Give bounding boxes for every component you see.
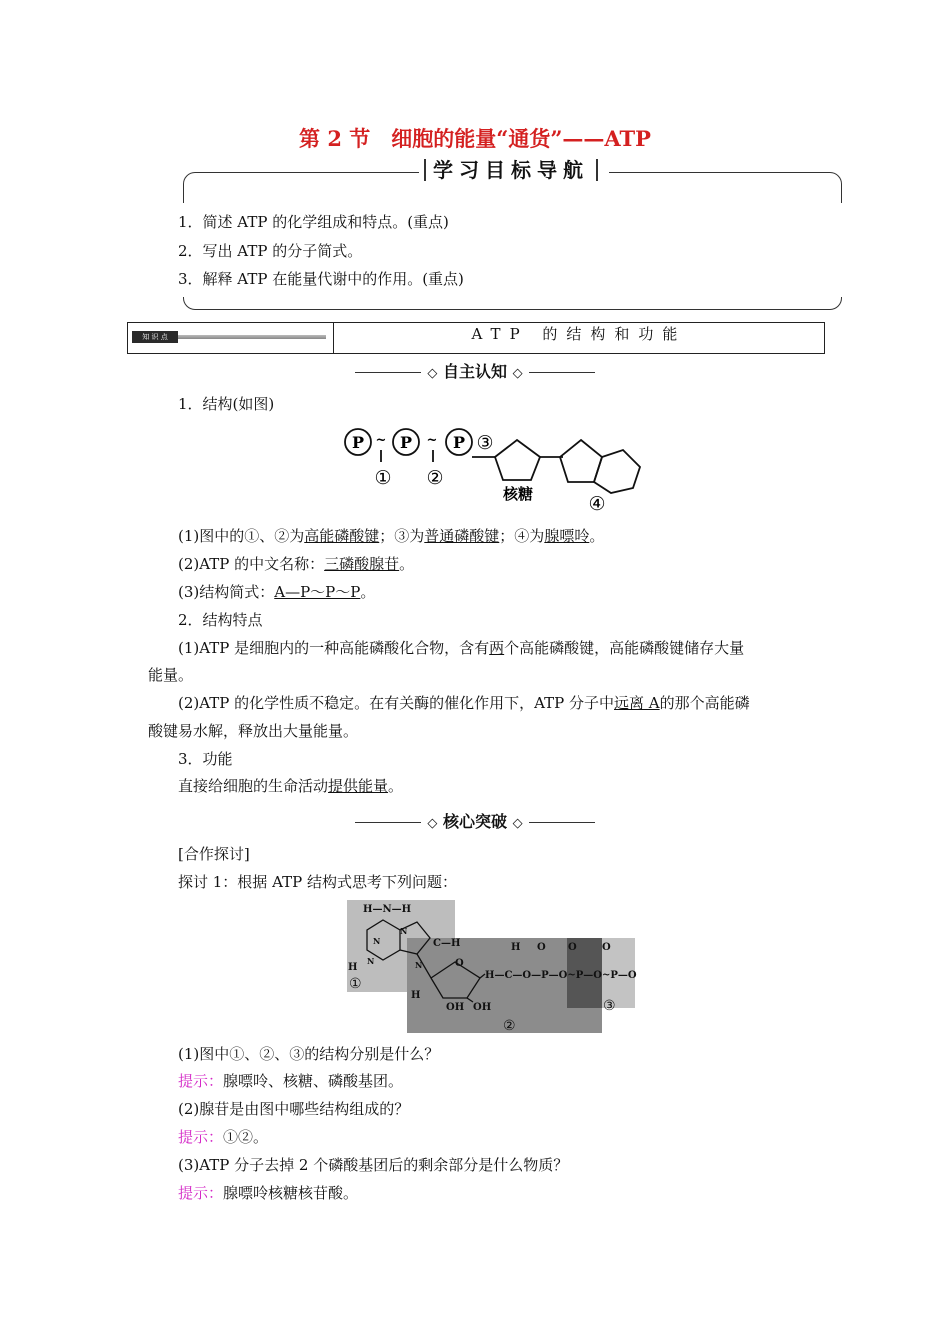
oh-label-2: OH	[473, 1002, 492, 1013]
hint-1: 提示：腺嘌呤、核糖、磷酸基团。	[178, 1072, 404, 1090]
region-number-3: ③	[603, 998, 616, 1014]
knowledge-point-tag: 知 识 点	[132, 331, 178, 343]
o-label-2: O	[568, 942, 577, 953]
answer-normal-bond: 普通磷酸键	[424, 527, 500, 545]
knowledge-point-label-area	[128, 323, 333, 353]
o-label-1: O	[537, 942, 546, 953]
hint-2: 提示：①②。	[178, 1128, 269, 1146]
answer-far-from-a: 远离 A	[614, 694, 660, 712]
bond-number-2: ②	[426, 467, 444, 489]
feature-1-line2: 能量。	[148, 666, 194, 684]
page-title: 第 2 节 细胞的能量“通货”——ATP	[299, 126, 651, 151]
goal-item-3: 3．解释 ATP 在能量代谢中的作用。(重点)	[178, 270, 464, 288]
hint-label: 提示：	[178, 1128, 224, 1146]
explore-1-text: 探讨 1：根据 ATP 结构式思考下列问题：	[178, 873, 457, 891]
high-energy-bond-2: ~	[426, 433, 438, 448]
bond-number-1: ①	[374, 467, 392, 489]
q1-line: (1)图中的①、②为高能磷酸键；③为普通磷酸键；④为腺嘌呤。	[178, 527, 605, 545]
knowledge-point-decoration	[178, 335, 326, 339]
h-label-1: H	[348, 962, 358, 973]
feature-2-line2: 酸键易水解，释放出大量能量。	[148, 722, 359, 740]
goal-item-1: 1．简述 ATP 的化学组成和特点。(重点)	[178, 213, 449, 231]
high-energy-bond-1: ~	[375, 433, 387, 448]
h-label-2: H	[411, 990, 421, 1001]
question-1: (1)图中①、②、③的结构分别是什么？	[178, 1045, 440, 1063]
ch-label: C—H	[433, 938, 461, 949]
answer-provide-energy: 提供能量	[328, 777, 389, 795]
function-title: 3．功能	[178, 750, 233, 768]
q2-line: (2)ATP 的中文名称：三磷酸腺苷。	[178, 555, 415, 573]
n-label-2: N	[400, 926, 408, 936]
section-heading-text: 核心突破	[442, 812, 507, 831]
goals-banner: 学习目标导航	[420, 155, 602, 185]
phosphate-chain-label: H—C—O—P—O~P—O~P—O	[485, 970, 637, 981]
question-2: (2)腺苷是由图中哪些结构组成的？	[178, 1100, 410, 1118]
answer-formula: A—P～P～P	[274, 583, 361, 601]
phosphate-label-3: P	[452, 433, 466, 452]
phosphate-label-2: P	[399, 433, 413, 452]
hint-label: 提示：	[178, 1184, 224, 1202]
ribose-label: 核糖	[502, 485, 534, 503]
ribose-ring	[495, 440, 540, 480]
region-number-1: ①	[349, 976, 362, 992]
q3-line: (3)结构简式：A—P～P～P。	[178, 583, 376, 601]
h-label-3: H	[511, 942, 521, 953]
feature-2-line1: (2)ATP 的化学性质不稳定。在有关酶的催化作用下，ATP 分子中远离 A的那个高能磷	[178, 694, 750, 712]
o-label-3: O	[602, 942, 611, 953]
question-3: (3)ATP 分子去掉 2 个磷酸基团后的剩余部分是什么物质？	[178, 1156, 569, 1174]
phosphate-label-1: P	[351, 433, 365, 452]
region-number-2: ②	[503, 1018, 516, 1034]
knowledge-point-title: ATP 的结构和功能	[471, 325, 687, 343]
atp-formula-diagram	[345, 898, 637, 1036]
answer-two: 两	[489, 639, 505, 657]
ring-o-label: O	[455, 958, 464, 969]
cooperate-label: [合作探讨]	[178, 845, 250, 863]
bond-number-3: ③	[476, 432, 494, 454]
function-line: 直接给细胞的生命活动提供能量。	[178, 777, 404, 795]
structure-title: 1．结构(如图)	[178, 395, 275, 413]
goal-item-2: 2．写出 ATP 的分子简式。	[178, 242, 363, 260]
section-heading-autonomous: ◇ 自主认知 ◇	[0, 359, 950, 382]
feature-title: 2．结构特点	[178, 611, 263, 629]
hint-label: 提示：	[178, 1072, 224, 1090]
section-heading-core: ◇ 核心突破 ◇	[0, 809, 950, 832]
n-label-4: N	[415, 960, 423, 970]
answer-chinese-name: 三磷酸腺苷	[324, 555, 400, 573]
knowledge-point-bar	[127, 322, 825, 354]
section-heading-text: 自主认知	[442, 362, 507, 381]
answer-adenine: 腺嘌呤	[544, 527, 590, 545]
base-number-4: ④	[588, 493, 606, 515]
oh-label-1: OH	[446, 1002, 465, 1013]
atp-structure-diagram	[340, 422, 650, 522]
n-label-3: N	[367, 956, 375, 966]
amino-label: H—N—H	[363, 904, 412, 915]
feature-1-line1: (1)ATP 是细胞内的一种高能磷酸化合物，含有两个高能磷酸键，高能磷酸键储存大量	[178, 639, 745, 657]
n-label-1: N	[373, 936, 381, 946]
hint-3: 提示：腺嘌呤核糖核苷酸。	[178, 1184, 359, 1202]
answer-high-energy-bond: 高能磷酸键	[304, 527, 380, 545]
